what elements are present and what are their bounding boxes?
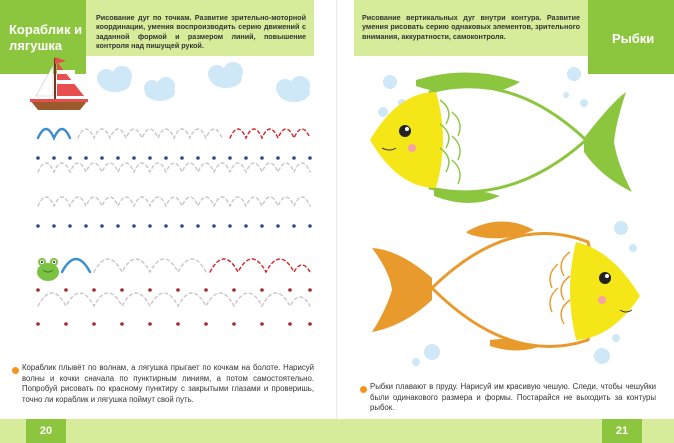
dot-row (36, 156, 312, 228)
wave-exercise-frog (38, 259, 310, 306)
left-page-title: Кораблик и лягушка (0, 0, 86, 74)
left-page-number: 20 (26, 419, 66, 443)
wave-exercise-boat (38, 129, 310, 206)
right-instruction-text: Рыбки плавают в пруду. Нарисуй им красивую чешую. Следи, чтобы чешуйки были одинакового размера и формы. Постарайся не выходить за контуры рыбок. (370, 382, 656, 413)
fish-icon (370, 72, 632, 203)
bullet-marker (12, 367, 19, 374)
cloud-icon (276, 76, 310, 102)
cloud-icon (208, 62, 243, 88)
frog-icon (37, 258, 59, 281)
right-page-title: Рыбки (588, 0, 674, 74)
right-page-number: 21 (602, 419, 642, 443)
left-intro-text: Рисование дуг по точкам. Развитие зрительно-моторной координации, умения воспроизводить серию движений с заданной формой и размером линий, повышение контроля над пишущей рукой. (96, 13, 306, 51)
left-instruction-text: Кораблик плывёт по волнам, а лягушка прыгает по кочкам на болоте. Нарисуй волны и кочки сначала по пунктирным линиям, а потом самостоятельно. Попробуй рисовать по красному пунктиру с закрытыми глазами и проверишь, точно ли кораблик и лягушка поймут свой путь. (22, 363, 314, 404)
sailboat-icon (30, 57, 88, 110)
fish-icon (372, 221, 640, 350)
right-intro-text: Рисование вертикальных дуг внутри контура. Развитие умения рисовать серию однаковых элементов, зрительного внимания, аккуратности, самоконтроля. (362, 13, 580, 41)
bullet-marker (360, 386, 367, 393)
cloud-icon (97, 66, 132, 92)
cloud-icon (144, 77, 175, 101)
